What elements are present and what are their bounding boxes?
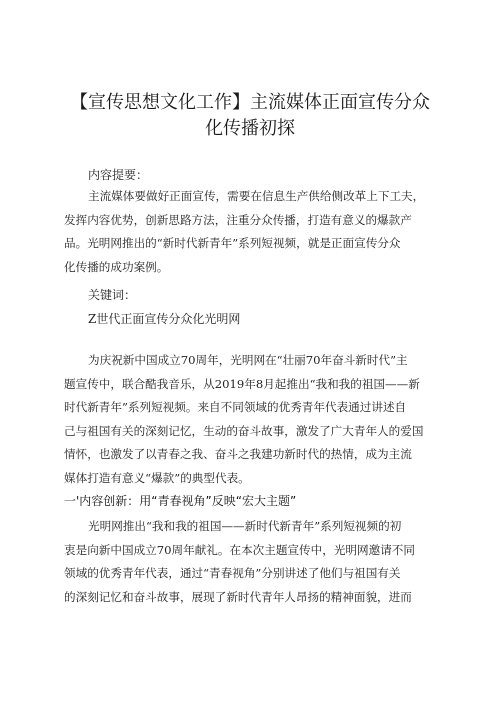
section-1-heading: 一'内容创新：用“青春视角”反映“宏大主题” bbox=[64, 494, 297, 508]
document-title bbox=[40, 90, 460, 142]
abstract-line: 化传播的成功案例。 bbox=[64, 259, 169, 274]
intro-paragraph bbox=[64, 349, 436, 491]
intro-line: 己与祖国有关的深刻记忆，生动的奋斗故事，激发了广大青年人的爱国 bbox=[64, 423, 424, 438]
intro-line: 题宣传中，联合酷我音乐，从2019年8月起推出“我和我的祖国——新 bbox=[64, 376, 420, 391]
title-line-1: 【宣传思想文化工作】主流媒体正面宣传分众 bbox=[70, 92, 430, 113]
title-line-2: 化传播初探 bbox=[205, 118, 295, 139]
keywords-value: Z世代正面宣传分众化光明网 bbox=[88, 312, 241, 326]
section-1-line: 衷是向新中国成立70周年献礼。在本次主题宣传中，光明网邀请不同 bbox=[64, 542, 415, 557]
section-1-paragraph bbox=[64, 515, 436, 609]
intro-line: 时代新青年”系列短视频。来自不同领域的优秀青年代表通过讲述自 bbox=[64, 400, 407, 415]
section-1-line: 领域的优秀青年代表，通过“青春视角”分别讲述了他们与祖国有关 bbox=[64, 566, 401, 581]
intro-line: 媒体打造有意义“爆款”的典型代表。 bbox=[64, 470, 250, 485]
abstract-label: 内容提要： bbox=[88, 168, 149, 182]
abstract-body bbox=[64, 185, 436, 279]
keywords-label: 关键词： bbox=[88, 288, 137, 302]
abstract-line: 品。光明网推出的“新时代新青年”系列短视频，就是正面宣传分众 bbox=[64, 236, 401, 251]
intro-line: 为庆祝新中国成立70周年，光明网在“壮丽70年奋斗新时代”主 bbox=[88, 353, 408, 367]
section-1-line: 光明网推出“我和我的祖国——新时代新青年”系列短视频的初 bbox=[88, 519, 402, 533]
abstract-line: 主流媒体要做好正面宣传，需要在信息生产供给侧改革上下工夫， bbox=[88, 189, 425, 203]
intro-line: 情怀，也激发了以青春之我、奋斗之我建功新时代的热情，成为主流 bbox=[64, 447, 412, 462]
abstract-line: 发挥内容优势，创新思路方法，注重分众传播，打造有意义的爆款产 bbox=[64, 212, 412, 227]
section-1-line: 的深刻记忆和奋斗故事，展现了新时代青年人昂扬的精神面貌，进而 bbox=[64, 589, 412, 604]
